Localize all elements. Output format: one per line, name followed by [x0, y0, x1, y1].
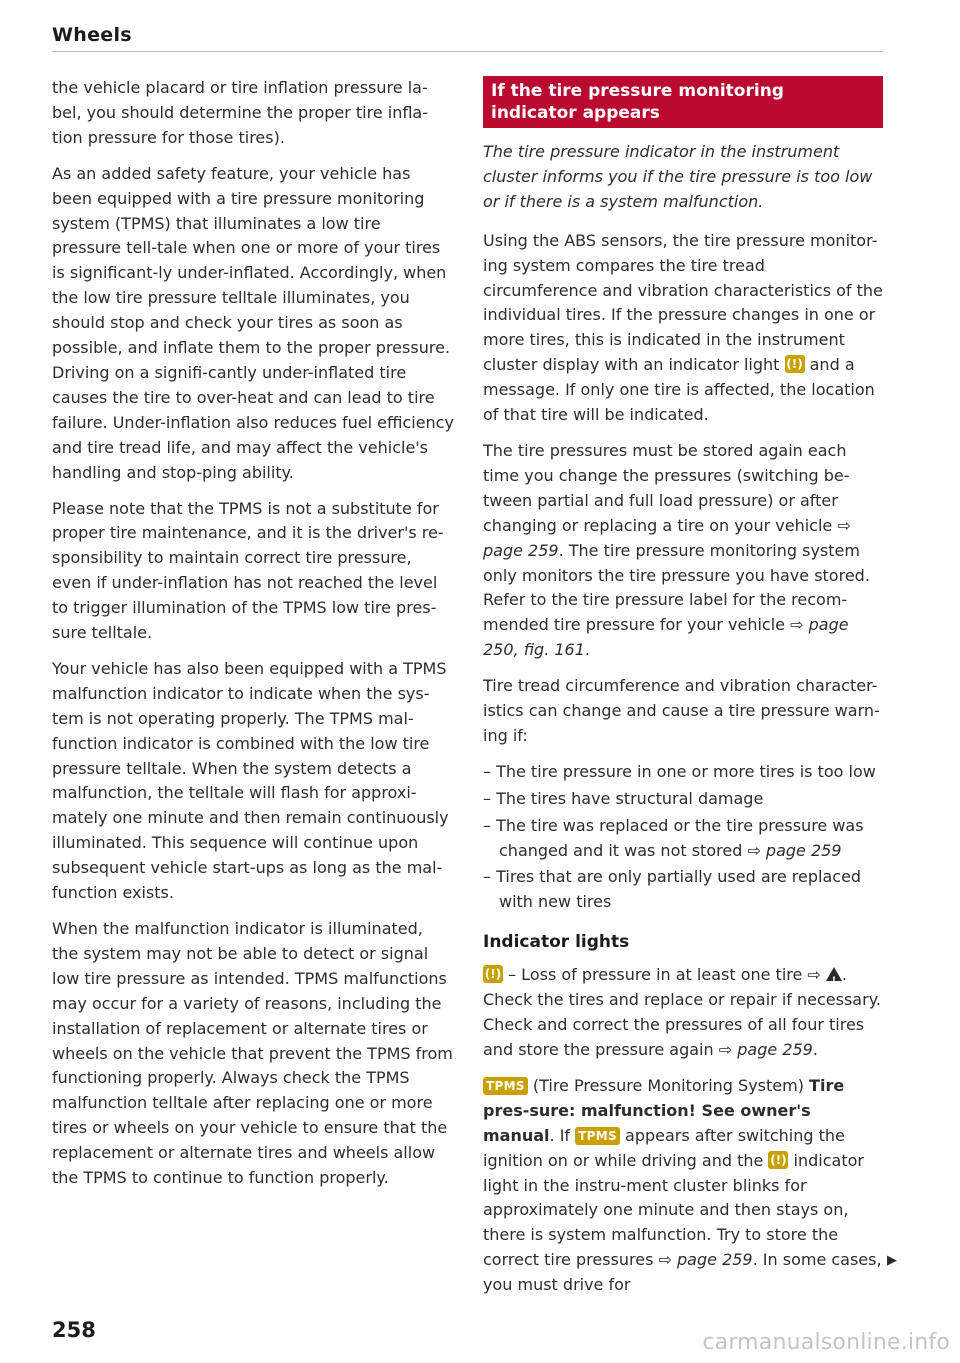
tire-pressure-icon [768, 1151, 788, 1169]
subheading: Indicator lights [483, 932, 630, 953]
paragraph: Your vehicle has also been equipped with a TPMS malfunction indicator to indicate when the sys-tem is not operating properly. The TPMS mal-function indicator is combined with the low tire pressure telltale. When the system detects a malfunction, the telltale will flash for approxi-mately one minute and then remain continuously illuminated. This sequence will continue upon subsequent vehicle start-ups as long as the mal-function exists. [52, 658, 449, 903]
section-title: Wheels [52, 24, 132, 46]
list-item [483, 814, 883, 864]
paragraph-text: . [584, 640, 591, 660]
page-reference-link[interactable]: ⇨ page 250, fig. 161 [483, 615, 849, 660]
tpms-icon: TPMS [483, 1077, 528, 1095]
page-reference-link[interactable]: ⇨ page 259 [658, 1250, 753, 1270]
paragraph-text: appears after switching the ignition on or while driving and the [483, 1125, 845, 1170]
page-number: 258 [52, 1318, 96, 1342]
right-column [483, 76, 883, 1309]
tpms-icon: TPMS [575, 1127, 620, 1145]
paragraph-text: (Tire Pressure Monitoring System) [532, 1075, 804, 1095]
list-item: – The tire pressure in one or more tires is too low [483, 761, 876, 781]
paragraph-text: indicator light in the instru-ment cluster blinks for approximately one minute and then stays on, there is system malfunction. Try to store the correct tire pressures [483, 1150, 864, 1270]
list-item-text: – The tire was replaced or the tire pressure was changed and it was not stored [483, 815, 864, 860]
intro-text: The tire pressure indicator in the instrument cluster informs you if the tire pressure is too low or if there is a system malfunction. [483, 142, 873, 211]
paragraph [483, 439, 883, 663]
page-reference-link[interactable]: ⇨ page 259 [718, 1040, 813, 1059]
paragraph-text: . In some cases, you must drive for [483, 1250, 882, 1295]
paragraph: When the malfunction indicator is illuminated, the system may not be able to detect or signal low tire pressure as intended. TPMS malfunctions may occur for a variety of reasons, including the installation of replacement or alternate tires or wheels on the vehicle that prevent the TPMS from functioning properly. Always check the TPMS malfunction telltale after replacing one or more tires or wheels on your vehicle to ensure that the replacement or alternate tires and wheels allow the TPMS to continue to function properly. [52, 919, 453, 1188]
tire-pressure-icon [483, 965, 503, 983]
page-reference-link[interactable]: ⇨ page 259 [747, 840, 842, 860]
paragraph: Please note that the TPMS is not a substitute for proper tire maintenance, and it is the driver's re-sponsibility to maintain correct tire pressure, even if under-inflation has not reached the level to trigger illumination of the TPMS low tire pres-sure telltale. [52, 498, 444, 643]
header-divider [52, 51, 883, 52]
paragraph-text: . Check the tires and replace or repair if necessary. Check and correct the pressures of all four tires and store the pressure again [483, 965, 881, 1059]
paragraph: the vehicle placard or tire inflation pressure la-bel, you should determine the proper tire infla-tion pressure for those tires). [52, 78, 429, 147]
page-reference-link[interactable]: ⇨ page 259 [483, 515, 851, 560]
paragraph-text: . [812, 1040, 818, 1059]
paragraph-text: The tire pressures must be stored again each time you change the pressures (switching be-tween partial and full load pressure) or after changing or replacing a tire on your vehicle [483, 440, 850, 535]
left-column [52, 76, 454, 1202]
section-banner: If the tire pressure monitoring indicator appears [483, 76, 883, 128]
paragraph: Tire tread circumference and vibration character-istics can change and cause a tire pressure warn-ing if: [483, 676, 880, 745]
list-item: – Tires that are only partially used are replaced with new tires [483, 867, 862, 912]
list-item: – The tires have structural damage [483, 788, 764, 808]
paragraph-text: . The tire pressure monitoring system only monitors the tire pressure you have stored. Refer to the tire pressure label for the recom-mended tire pressure for your vehicle [483, 540, 870, 635]
continue-arrow-icon: ▶ [887, 1253, 897, 1268]
paragraph-text: and a message. If only one tire is affected, the location of that tire will be indicated. [483, 355, 875, 425]
watermark: carmanualsonline.info [702, 1330, 950, 1355]
tire-pressure-icon [785, 355, 805, 373]
bullet-list [483, 760, 883, 915]
paragraph [483, 1074, 883, 1298]
paragraph [483, 963, 883, 1063]
bold-message: Tire pres-sure: malfunction! See owner's manual [483, 1075, 845, 1145]
paragraph: As an added safety feature, your vehicle has been equipped with a tire pressure monitoring system (TPMS) that illuminates a low tire pressure tell-tale when one or more of your tires is significant-ly under-inflated. Accordingly, when the low tire pressure telltale illuminates, you should stop and check your tires as soon as possible, and inflate them to the proper pressure. Driving on a signifi-cantly under-inflated tire causes the tire to over-heat and can lead to tire failure. Under-inflation also reduces fuel efficiency and tire tread life, and may affect the vehicle's handling and stop-ping ability. [52, 163, 454, 482]
paragraph-text: – Loss of pressure in at least one tire ⇨ [508, 965, 821, 985]
paragraph-text: . If [549, 1125, 571, 1145]
paragraph [483, 229, 883, 428]
warning-triangle-icon [826, 967, 842, 981]
paragraph-text: Using the ABS sensors, the tire pressure monitor-ing system compares the tire tread circumference and vibration characteristics of the individual tires. If the pressure changes in one or more tires, this is indicated in the instrument cluster display with an indicator light [483, 230, 883, 375]
